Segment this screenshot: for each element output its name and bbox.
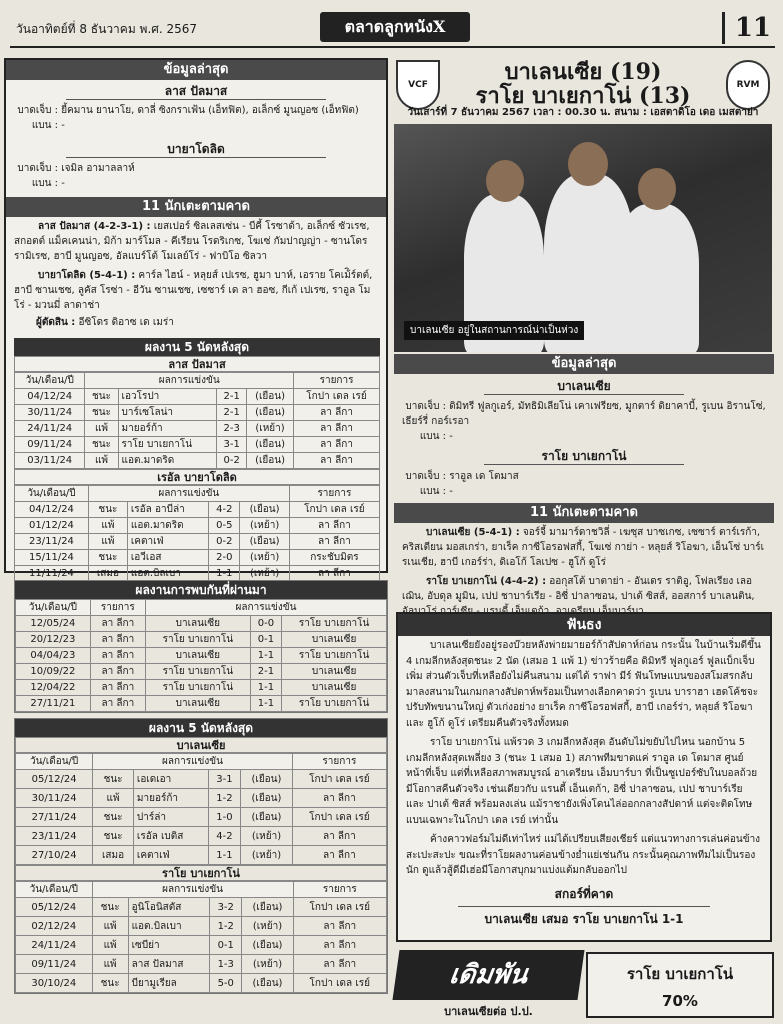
cell-score: 2-3 (217, 421, 247, 437)
table-row (16, 789, 387, 808)
cell-opp: แอต.บิลเบา (127, 566, 208, 582)
cell-date: 27/11/24 (16, 808, 93, 827)
cell-opp: บาร์เซโลน่า (118, 405, 217, 421)
form5-table-team2: วัน/เดือน/ปี ผลการแข่งขัน รายการ 04/12/24 ชนะ เรอัล อาบีล่า 4-2 (เยือน) โกปา เดล เรย์ 01/12/24 แพ้ แอต.มาดริด 0-5 (เหย้า) ลา ลีกา 23/11/24 แพ้ เคตาเฟ่ 0-2 (เยือน) ลา ลีกา 15/11/24 ชนะ เอวีเอส 2-0 (เหย้า) กระชับมิตร 11/11/24 เสมอ แอต.บิลเบา 1-1 (เหย้า) ลา ลีกา (14, 485, 380, 582)
cell-r: แพ้ (92, 917, 128, 936)
cell-opp: เอวโรปา (118, 389, 217, 405)
analysis-paragraph: บาเลนเซียยังอยู่รองบ๊วยหลังพ่ายมายอร์ก้าสัปดาห์ก่อน กระนั้น ในบ้านเริ่มดีขึ้น 4 เกมลีกหลังสุดชนะ 2 นัด (เสมอ 1 แพ้ 1) ข่าวร้ายคือ ดิมิทรี ฟูลกูเอร์ ฟูลแบ็กเจ็บเพิ่ม ส่วนตัวเจ็บที่เหลือยังไม่คืนสนาม แต่ได้ ราฟา มีร์ ฟันโทษแบนของสโมสรกลับมาลงสนามในเกมกลางสัปดาห์พร้อมเป็นทางเลือกคาดว่า รูเบน บาราฮา เฮดโค้ชจะปรับทัพขนานใหญ่ ตัวเก่งอย่าง ยาเร็ค กาซีโอรอฟสกี้, ฮาบี เกอร์ร่า, หลุยส์ ริโอฆา และ ฮูโก้ ดูโร่ เตรียมคืนตัวจริงทั้งหมด (406, 640, 761, 729)
team-name-valladolid: บายาโดลิด (66, 141, 326, 158)
last5-table-team1: วัน/เดือน/ปี ผลการแข่งขัน รายการ 05/12/24 ชนะ เอเดเอา 3-1 (เยือน) โกปา เดล เรย์ 30/11/24 แพ้ มายอร์ก้า 1-2 (เยือน) ลา ลีกา 27/11/24 ชนะ ปาร์ล่า 1-0 (เยือน) โกปา เดล เรย์ 23/11/24 ชนะ เรอัล เบติส 4-2 (เหย้า) ลา ลีกา 27/10/24 เสมอ เคตาเฟ่ 1-1 (เหย้า) ลา ลีกา (15, 753, 387, 865)
cell-comp: ลา ลีกา (90, 680, 145, 696)
cell-date: 03/11/24 (15, 453, 85, 469)
cell-ha: (เหย้า) (240, 518, 289, 534)
table-row (16, 680, 387, 696)
right-lineup-title: 11 นักเตะตามคาด (394, 503, 774, 523)
cell-date: 12/05/24 (16, 616, 91, 632)
cell-ha: (เยือน) (241, 789, 293, 808)
cell-date: 04/04/23 (16, 648, 91, 664)
table-row (16, 632, 387, 648)
betting-logo (396, 950, 581, 1018)
cell-ha: (เยือน) (240, 534, 289, 550)
cell-comp: ลา ลีกา (90, 696, 145, 712)
cell-r: ชนะ (93, 770, 134, 789)
form5-table-box (14, 338, 380, 582)
cell-opp: ปาร์ล่า (133, 808, 208, 827)
cell-date: 15/11/24 (15, 550, 89, 566)
ban-line: แบน : - (31, 120, 65, 131)
handicap-line: บาเลนเซียต่อ ป.ป. (444, 1005, 533, 1018)
table-row (16, 664, 387, 680)
table-row (15, 518, 380, 534)
ban-line: แบน : - (419, 486, 453, 497)
cell-comp: ลา ลีกา (289, 566, 379, 582)
ban-line: แบน : - (419, 431, 453, 442)
cell-score: 1-1 (250, 680, 282, 696)
cell-score: 1-1 (250, 648, 282, 664)
cell-r: ชนะ (88, 502, 127, 518)
match-info: วันเสาร์ที่ 7 ธันวาคม 2567 เวลา : 00.30 น. สนาม : เอสตาดิโอ เดอ เมสตาย่า (407, 107, 759, 118)
cell-comp: ลา ลีกา (90, 664, 145, 680)
cell-score: 0-0 (250, 616, 282, 632)
last5-team2: ราโย บาเยกาโน่ (15, 865, 387, 881)
table-row (16, 846, 387, 865)
table-row (15, 421, 380, 437)
cell-r: แพ้ (88, 518, 127, 534)
cell-comp: ลา ลีกา (294, 437, 380, 453)
team-name-rayo: ราโย บาเยกาโน่ (484, 448, 684, 465)
cell-opp: แอต.บิลเบา (128, 917, 209, 936)
h2h-table: วัน/เดือน/ปี รายการ ผลการแข่งขัน 12/05/24 ลา ลีกา บาเลนเซีย 0-0 ราโย บาเยกาโน่ 20/12/23 ลา ลีกา ราโย บาเยกาโน่ 0-1 บาเลนเซีย 04/04/23 ลา ลีกา บาเลนเซีย 1-1 ราโย บาเยกาโน่ 10/09/22 ลา ลีกา ราโย บาเยกาโน่ 2-1 บาเลนเซีย 12/04/22 ลา ลีกา ราโย บาเยกาโน่ 1-1 บาเลนเซีย 27/11/21 ลา ลีกา บาเลนเซีย 1-1 ราโย บาเยกาโน่ (15, 599, 387, 712)
cell-score: 0-2 (217, 453, 247, 469)
issue-date: วันอาทิตย์ที่ 8 ธันวาคม พ.ศ. 2567 (16, 22, 198, 36)
cell-comp: โกปา เดล เรย์ (293, 898, 386, 917)
form5-team1: ลาส ปัลมาส (14, 356, 380, 372)
cell-r: เสมอ (88, 566, 127, 582)
table-row (16, 955, 387, 974)
cell-away: บาเลนเซีย (282, 632, 387, 648)
table-row (16, 974, 387, 993)
cell-score: 0-1 (210, 936, 242, 955)
cell-ha: (เหย้า) (242, 917, 293, 936)
cell-comp: ลา ลีกา (293, 936, 386, 955)
page-number: 11 (722, 12, 771, 44)
cell-home: บาเลนเซีย (145, 696, 250, 712)
table-row (15, 550, 380, 566)
table-row (16, 827, 387, 846)
cell-opp: เคตาเฟ่ (127, 534, 208, 550)
pick-box (586, 952, 774, 1018)
cell-opp: เรอัล เบติส (133, 827, 208, 846)
cell-score: 2-1 (217, 389, 247, 405)
lineup-rayo: ราโย บาเยกาโน่ (4-4-2) : ออกุสโต้ บาตาย่า - อันเดร ราติอู, โฟลเรียง เลอเฌิน, อับดุล มูมิน, เปป ชาบาร์เรีย - อิซี่ ปาลาซอน, ปาเต้ ซิสส์, ออสการ์ บาเลนติน, (402, 576, 755, 602)
cell-away: ราโย บาเยกาโน่ (282, 648, 387, 664)
cell-ha: (เยือน) (241, 808, 293, 827)
table-row (16, 936, 387, 955)
cell-date: 10/09/22 (16, 664, 91, 680)
cell-score: 1-2 (208, 789, 241, 808)
cell-opp: บียามูเรียล (128, 974, 209, 993)
cell-ha: (เยือน) (247, 453, 294, 469)
cell-comp: ลา ลีกา (293, 917, 386, 936)
pick-team: ราโย บาเยกาโน่ (626, 965, 734, 983)
table-row (16, 616, 387, 632)
table-row (16, 917, 387, 936)
cell-home: ราโย บาเยกาโน่ (145, 664, 250, 680)
cell-opp: ราโย บาเยกาโน่ (118, 437, 217, 453)
form5-table-team1: วัน/เดือน/ปี ผลการแข่งขัน รายการ 04/12/24 ชนะ เอวโรปา 2-1 (เยือน) โกปา เดล เรย์ 30/11/24 ชนะ บาร์เซโลน่า 2-1 (เยือน) ลา ลีกา 24/11/24 แพ้ มายอร์ก้า 2-3 (เหย้า) ลา ลีกา 09/11/24 ชนะ ราโย บาเยกาโน่ 3-1 (เยือน) ลา ลีกา 03/11/24 แพ้ แอต.มาดริด 0-2 (เยือน) ลา ลีกา (14, 372, 380, 469)
cell-date: 24/11/24 (15, 421, 85, 437)
team-name-laspalmas: ลาส ปัลมาส (66, 83, 326, 100)
cell-ha: (เยือน) (240, 502, 289, 518)
cell-r: แพ้ (88, 534, 127, 550)
table-row (16, 808, 387, 827)
team-name-valencia: บาเลนเซีย (484, 378, 684, 395)
cell-score: 2-1 (250, 664, 282, 680)
ban-line: แบน : - (31, 178, 65, 189)
cell-home: ราโย บาเยกาโน่ (145, 632, 250, 648)
cell-date: 27/10/24 (16, 846, 93, 865)
predicted-score: บาเลนเซีย เสมอ ราโย บาเยกาโน่ 1-1 (458, 906, 710, 929)
table-row (15, 437, 380, 453)
cell-comp: โกปา เดล เรย์ (293, 974, 386, 993)
cell-score: 4-2 (208, 827, 241, 846)
cell-score: 0-1 (250, 632, 282, 648)
form5-team2: เรอัล บายาโดลิด (14, 469, 380, 485)
rayo-crest-icon: RVM (726, 60, 770, 110)
cell-date: 01/12/24 (15, 518, 89, 534)
table-row (16, 648, 387, 664)
analysis-paragraph: ราโย บาเยกาโน่ แพ้รวด 3 เกมลีกหลังสุด อันดับไม่ขยับไปไหน นอกบ้าน 5 เกมลีกหลังสุดเพลี่ยง 3 (ชนะ 1 เสมอ 1) สภาพทีมขาดแค่ ราอูล เด โตมาส ศูนย์หน้าที่เจ็บ แต่ที่เหลือสภาพสมบูรณ์ อาเดรียน เอ็มบาร์บา ที่เป็นซูเปอร์ซับในบอลถ้วย มีโอกาสคืนตัวจริง เช่นเดียวกับ แรนดี้ เอ็นเตก้า, อิซี่ ปาลาซอน, เปป ชาบาร์เรีย และ ปาเต้ ซิสส์ พร้อมลงเล่น แม้ราชายังเพิ่งโดนไล่ออกกลางสัปดาห์ แต่จะติดโทษแบนเฉพาะในโกปา เดล เรย์ เท่านั้น (406, 737, 758, 826)
cell-date: 05/12/24 (16, 770, 93, 789)
cell-ha: (เหย้า) (240, 566, 289, 582)
injury-line: บาดเจ็บ : ยี้คมาน ยานาโย, ดาลี่ ซิงกราเฟ้น (เอ็ทฟิต), อเล็กซ์ มูนญอซ (เอ็ทฟิต) (17, 105, 359, 116)
cell-comp: โกปา เดล เรย์ (292, 770, 386, 789)
cell-date: 04/12/24 (15, 389, 85, 405)
betting-logo-text: เดิมพัน (392, 950, 584, 1000)
cell-score: 5-0 (210, 974, 242, 993)
cell-comp: ลา ลีกา (90, 616, 145, 632)
cell-comp: โกปา เดล เรย์ (289, 502, 379, 518)
cell-score: 1-0 (208, 808, 241, 827)
cell-opp: เอวีเอส (127, 550, 208, 566)
cell-comp: ลา ลีกา (292, 789, 386, 808)
last5-team1: บาเลนเซีย (15, 737, 387, 753)
cell-comp: ลา ลีกา (289, 534, 379, 550)
injury-line: บาดเจ็บ : ดิมิทรี ฟูลกูเอร์, มัทธิมิเลียโน่ เคาเฟรียซ, มูกตาร์ ดิยาคาบี้, รูเบน อิรานโซ่, เธียร์รี่ กอร์เรอา (402, 401, 766, 427)
prediction-title: ฟันธง (398, 614, 770, 636)
cell-r: ชนะ (85, 405, 118, 421)
cell-comp: ลา ลีกา (289, 518, 379, 534)
last5-table-team2: วัน/เดือน/ปี ผลการแข่งขัน รายการ 05/12/24 ชนะ อูนิโอนิสตัส 3-2 (เยือน) โกปา เดล เรย์ 02/12/24 แพ้ แอต.บิลเบา 1-2 (เหย้า) ลา ลีกา 24/11/24 แพ้ เซบีย่า 0-1 (เยือน) ลา ลีกา 09/11/24 แพ้ ลาส ปัลมาส 1-3 (เหย้า) ลา ลีกา 30/10/24 ชนะ บียามูเรียล 5-0 (เยือน) โกปา เดล เรย์ (15, 881, 387, 993)
cell-r: เสมอ (93, 846, 134, 865)
table-row (15, 405, 380, 421)
cell-r: แพ้ (92, 955, 128, 974)
cell-date: 09/11/24 (16, 955, 93, 974)
cell-comp: โกปา เดล เรย์ (294, 389, 380, 405)
last5-title: ผลงาน 5 นัดหลังสุด (15, 719, 387, 737)
cell-opp: มายอร์ก้า (118, 421, 217, 437)
cell-opp: มายอร์ก้า (133, 789, 208, 808)
cell-comp: ลา ลีกา (90, 632, 145, 648)
cell-ha: (เหย้า) (247, 421, 294, 437)
cell-date: 30/11/24 (16, 789, 93, 808)
cell-r: ชนะ (92, 974, 128, 993)
cell-comp: โกปา เดล เรย์ (292, 808, 386, 827)
cell-r: แพ้ (85, 421, 118, 437)
cell-home: บาเลนเซีย (145, 616, 250, 632)
cell-opp: เซบีย่า (128, 936, 209, 955)
pick-percent: 70% (662, 992, 698, 1010)
cell-home: ราโย บาเยกาโน่ (145, 680, 250, 696)
cell-home: บาเลนเซีย (145, 648, 250, 664)
cell-comp: ลา ลีกา (292, 827, 386, 846)
match-title-away: ราโย บาเยกาโน่ (13) (475, 83, 691, 109)
cell-away: บาเลนเซีย (282, 680, 387, 696)
cell-comp: กระชับมิตร (289, 550, 379, 566)
cell-opp: แอต.มาดริด (127, 518, 208, 534)
cell-ha: (เยือน) (247, 437, 294, 453)
cell-ha: (เยือน) (241, 770, 293, 789)
cell-ha: (เหย้า) (241, 846, 293, 865)
table-row (15, 534, 380, 550)
cell-r: แพ้ (85, 453, 118, 469)
section-logo: ตลาดลูกหนังX (320, 12, 470, 42)
last5-table-box (14, 718, 388, 994)
cell-opp: เคตาเฟ่ (133, 846, 208, 865)
cell-away: บาเลนเซีย (282, 664, 387, 680)
cell-comp: ลา ลีกา (294, 421, 380, 437)
cell-date: 02/12/24 (16, 917, 93, 936)
cell-comp: ลา ลีกา (294, 405, 380, 421)
photo-caption: บาเลนเซีย อยู่ในสถานการณ์น่าเป็นห่วง (404, 321, 584, 340)
cell-date: 20/12/23 (16, 632, 91, 648)
cell-score: 1-1 (209, 566, 240, 582)
cell-ha: (เยือน) (242, 936, 293, 955)
injury-line: บาดเจ็บ : ราอูล เด โตมาส (405, 471, 519, 482)
table-row (15, 389, 380, 405)
player-figure (614, 204, 699, 352)
lineup-valencia: บาเลนเซีย (5-4-1) : จอร์จี้ มามาร์ดาชวิลี่ - เฆซุส บาซเกซ, เซซาร์ ตาร์เรก้า, คริสเตียน มอสเกร่า, ยาเร็ค กาซีโอรอฟสกี้, โฆเซ่ กาย่า - หลุยส์ ริโอฆา, เอ็นโซ่ บาร์เรเนเชีย, ฮาบี เกอร์ร่า, ดิเอโก้ โลเปซ - ฮูโก้ ดูโร่ (402, 527, 765, 568)
cell-date: 04/12/24 (15, 502, 89, 518)
page-header (10, 8, 775, 48)
cell-score: 1-2 (210, 917, 242, 936)
cell-date: 24/11/24 (16, 936, 93, 955)
injury-line: บาดเจ็บ : เจมิล อามาลลาห์ (17, 163, 135, 174)
match-photo (394, 124, 772, 352)
cell-date: 09/11/24 (15, 437, 85, 453)
cell-opp: เรอัล อาบีล่า (127, 502, 208, 518)
cell-score: 4-2 (209, 502, 240, 518)
cell-date: 23/11/24 (15, 534, 89, 550)
cell-score: 1-3 (210, 955, 242, 974)
cell-r: ชนะ (85, 389, 118, 405)
cell-score: 1-1 (250, 696, 282, 712)
cell-date: 30/11/24 (15, 405, 85, 421)
cell-ha: (เยือน) (247, 405, 294, 421)
analysis-paragraph: ค้างคาวฟอร์มไม่ดีเท่าไหร่ แม่ได้เปรียบเสียงเชียร์ แต่แนวทางการเล่นค่อนข้างสะเปะสะปะ ขณะที่ราโยผลงานค่อนข้างย่ำแย่เช่นกัน กระนั้นคุณภาพทีมไม่เป็นรองนัก ดูแล้วสู้ดีมีเฮ่อมีโอกาสบุกมาแบ่งแต้มกลับออกไป (406, 834, 761, 876)
lineup-valladolid: บายาโดลิด (5-4-1) : คาร์ล ไฮน์ - หลุยส์ เปเรซ, ฮูมา บาห์, เอราย โคเม้ิร์ตต์, ฮาบี ซานเชซ, ลูคัส โรซ่า - อีวัน ซานเชซ, เซซาร์ เด ลา ฮอซ, กีเก้ เปเรซ, ราอูล โมโร่ - มวนมี่ ลาดาช่า (14, 270, 373, 311)
cell-ha: (เยือน) (242, 974, 293, 993)
predicted-score-title: สกอร์ที่คาด (554, 886, 614, 901)
latest-info-title: ข้อมูลล่าสุด (6, 60, 386, 80)
cell-comp: ลา ลีกา (90, 648, 145, 664)
lineup-title: 11 นักเตะตามคาด (6, 197, 386, 217)
form5-title: ผลงาน 5 นัดหลังสุด (14, 338, 380, 356)
cell-date: 23/11/24 (16, 827, 93, 846)
cell-score: 2-0 (209, 550, 240, 566)
cell-score: 3-1 (217, 437, 247, 453)
cell-date: 11/11/24 (15, 566, 89, 582)
cell-ha: (เหย้า) (242, 955, 293, 974)
h2h-title: ผลงานการพบกันที่ผ่านมา (15, 581, 387, 599)
cell-score: 3-1 (208, 770, 241, 789)
right-info (394, 354, 774, 636)
cell-r: แพ้ (93, 789, 134, 808)
table-row (15, 453, 380, 469)
lineup-laspalmas: ลาส ปัลมาส (4-2-3-1) : เยสเปอร์ ซิลเลสเซ่น - บีคี้ โรซาด้า, อเล็กซ์ ซัวเรซ, สกอตต์ แม็คเคนน่า, มิก้า มาร์โมล - คีเรียน โรดริเกซ, โฆเซ่ กัมปาญญ่า - ซานโดร รามิเรซ, ฮาบี มูนญอซ, อัลแบร์โต้ โมเลย์โร่ - ฟาบิโอ ซิลวา (14, 221, 370, 262)
cell-date: 12/04/22 (16, 680, 91, 696)
cell-score: 1-1 (208, 846, 241, 865)
table-row (16, 696, 387, 712)
valencia-crest-icon: VCF (396, 60, 440, 110)
cell-score: 0-2 (209, 534, 240, 550)
cell-date: 05/12/24 (16, 898, 93, 917)
referee-line: ผู้ตัดสิน : อีซิโดร ดิอาซ เด เมร่า (36, 317, 174, 328)
match-title-home: บาเลนเซีย (19) (504, 59, 662, 85)
cell-r: แพ้ (92, 936, 128, 955)
table-row (16, 770, 387, 789)
cell-r: ชนะ (88, 550, 127, 566)
cell-away: ราโย บาเยกาโน่ (282, 616, 387, 632)
cell-r: ชนะ (92, 898, 128, 917)
cell-score: 0-5 (209, 518, 240, 534)
cell-opp: ลาส ปัลมาส (128, 955, 209, 974)
table-row (16, 898, 387, 917)
cell-date: 27/11/21 (16, 696, 91, 712)
cell-comp: ลา ลีกา (293, 955, 386, 974)
player-head (486, 160, 524, 202)
cell-r: ชนะ (85, 437, 118, 453)
cell-ha: (เหย้า) (241, 827, 293, 846)
cell-score: 3-2 (210, 898, 242, 917)
cell-ha: (เหย้า) (240, 550, 289, 566)
h2h-table-box (14, 580, 388, 713)
cell-away: ราโย บาเยกาโน่ (282, 696, 387, 712)
cell-score: 2-1 (217, 405, 247, 421)
cell-opp: แอต.มาดริด (118, 453, 217, 469)
cell-opp: เอเดเอา (133, 770, 208, 789)
cell-r: ชนะ (93, 827, 134, 846)
cell-ha: (เยือน) (247, 389, 294, 405)
player-head (638, 168, 676, 210)
cell-r: ชนะ (93, 808, 134, 827)
cell-comp: ลา ลีกา (292, 846, 386, 865)
cell-opp: อูนิโอนิสตัส (128, 898, 209, 917)
cell-ha: (เยือน) (242, 898, 293, 917)
player-head (568, 142, 608, 186)
right-latest-title: ข้อมูลล่าสุด (394, 354, 774, 374)
prediction-box (396, 612, 772, 942)
table-row (15, 502, 380, 518)
cell-date: 30/10/24 (16, 974, 93, 993)
cell-comp: ลา ลีกา (294, 453, 380, 469)
